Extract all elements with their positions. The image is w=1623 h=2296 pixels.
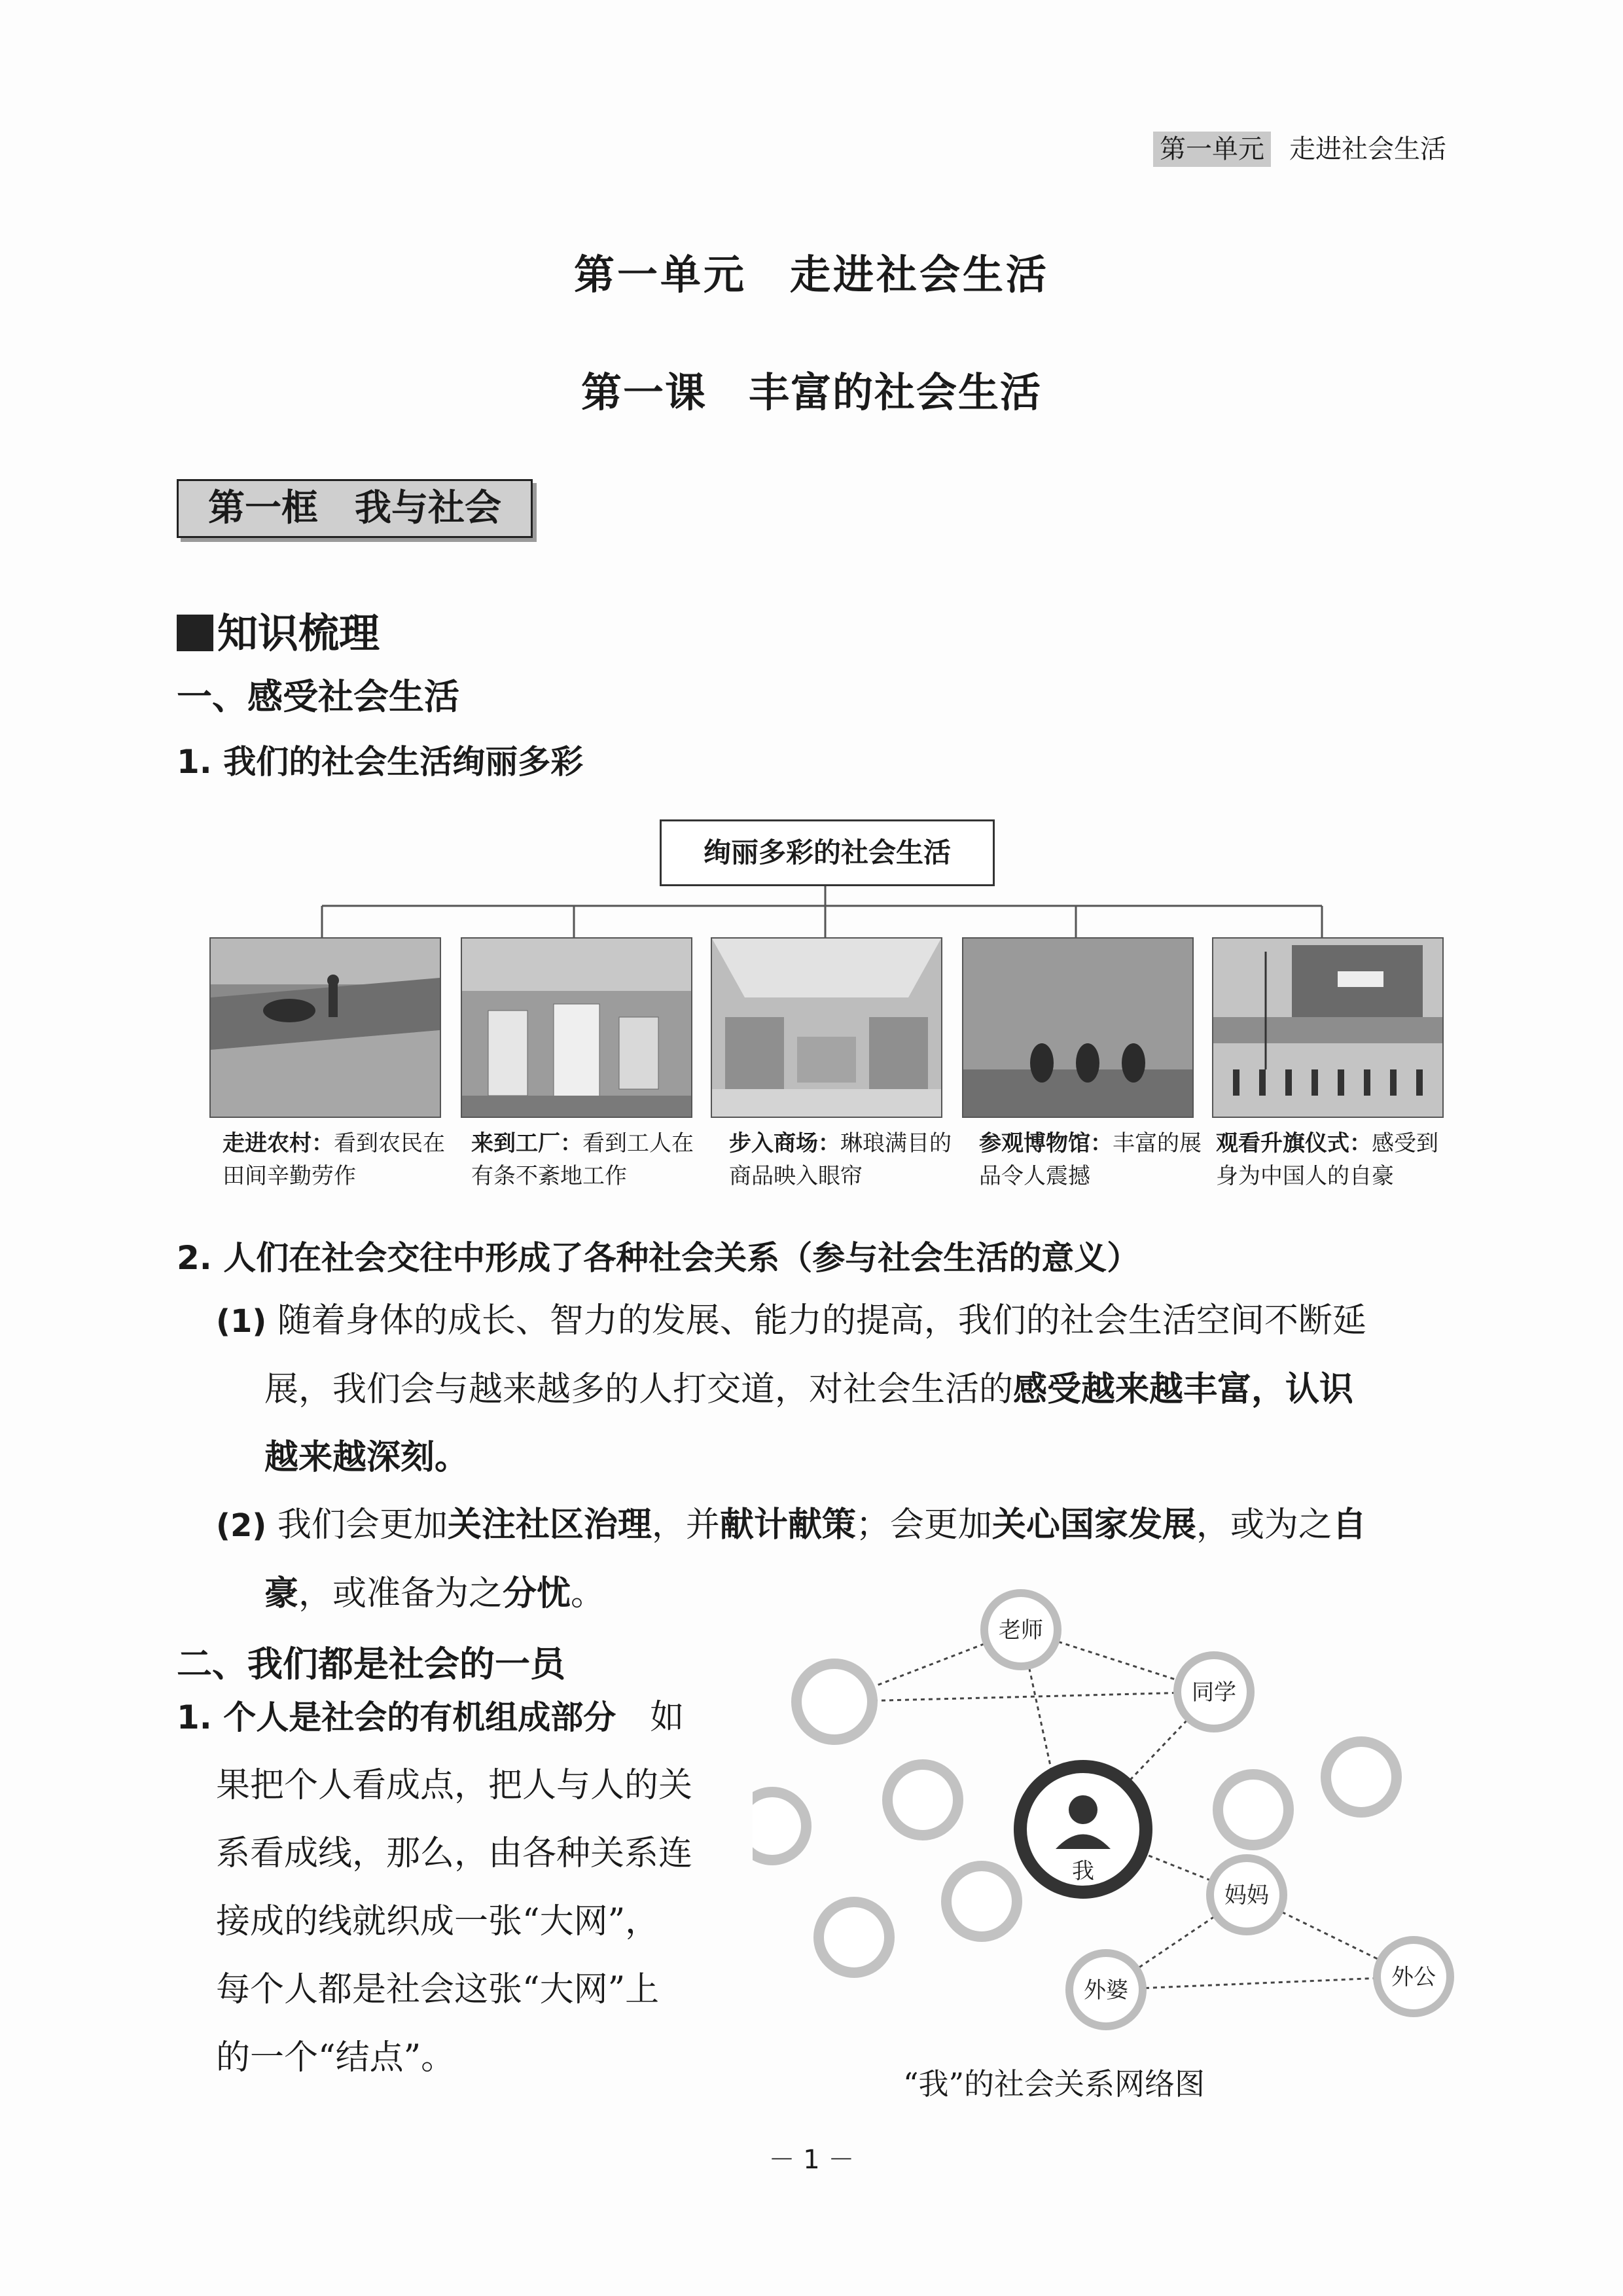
part2-heading: 二、我们都是社会的一员	[177, 1643, 565, 1685]
paragraph-part2: 1. 个人是社会的有机组成部分 如 果把个人看成点，把人与人的关 系看成线，那么，由各种关系连 接成的线就织成一张“大网”， 每个人都是社会这张“大网”上 的一个“结点”。	[177, 1698, 693, 2077]
part1-heading: 一、感受社会生活	[177, 675, 459, 717]
node-teacher: 老师	[999, 1617, 1043, 1643]
node-me: 我	[1072, 1858, 1094, 1884]
paragraph-item1: (1) 随着身体的成长、智力的发展、能力的提高，我们的社会生活空间不断延 展，我们会与越来越多的人打交道，对社会生活的感受越来越丰富，认识 越来越深刻。	[216, 1301, 1366, 1477]
unit-title: 第一单元 走进社会生活	[573, 251, 1049, 298]
photo-caption: 走进农村：看到农民在田间辛勤劳作	[223, 1130, 445, 1189]
page-number: － 1 －	[768, 2145, 855, 2175]
flag-ceremony-photo	[1212, 937, 1444, 1118]
node-mother: 妈妈	[1224, 1882, 1269, 1909]
mall-photo	[711, 937, 942, 1118]
part1-sub2: 2. 人们在社会交往中形成了各种社会关系（参与社会生活的意义）	[177, 1239, 1140, 1277]
photo-caption: 来到工厂：看到工人在有条不紊地工作	[471, 1130, 694, 1189]
node-classmate: 同学	[1192, 1679, 1236, 1706]
node-grandfather: 外公	[1391, 1964, 1436, 1990]
museum-photo	[962, 937, 1194, 1118]
node-grandmother: 外婆	[1084, 1977, 1128, 2003]
photo-caption: 步入商场：琳琅满目的商品映入眼帘	[729, 1130, 952, 1189]
farm-photo	[209, 937, 441, 1118]
part1-sub1: 1. 我们的社会生活绚丽多彩	[177, 743, 584, 781]
item-label: (1)	[216, 1303, 267, 1340]
diagram-connector-lines	[0, 0, 1623, 956]
header-unit-name: 走进社会生活	[1289, 134, 1446, 164]
paragraph-item2: (2) 我们会更加关注社区治理，并献计献策；会更加关心国家发展，或为之自 豪，或准备为之分忧。	[216, 1505, 1366, 1613]
lesson-title: 第一课 丰富的社会生活	[580, 368, 1042, 416]
item-label: (2)	[216, 1507, 267, 1544]
knowledge-label: 知识梳理	[217, 609, 380, 657]
header-unit-tag: 第一单元	[1153, 132, 1271, 167]
diagram-title: 绚丽多彩的社会生活	[660, 819, 995, 886]
frame-title: 第一框 我与社会	[177, 479, 533, 538]
network-caption: “我”的社会关系网络图	[903, 2066, 1205, 2102]
photo-caption: 观看升旗仪式：感受到身为中国人的自豪	[1216, 1130, 1438, 1189]
photo-caption: 参观博物馆：丰富的展品令人震撼	[979, 1130, 1202, 1189]
social-network-diagram	[753, 1558, 1486, 2055]
factory-photo	[461, 937, 692, 1118]
